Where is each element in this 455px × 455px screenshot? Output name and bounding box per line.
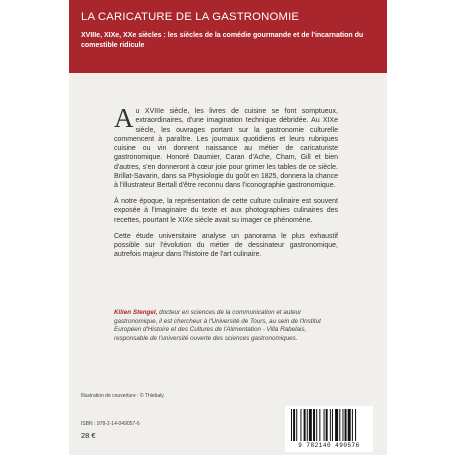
author-bio — [114, 309, 338, 343]
title-banner — [69, 0, 387, 73]
drop-cap: A — [114, 103, 134, 133]
author-name: Kilien Stengel, — [114, 309, 158, 316]
blurb-paragraph-2: À notre époque, la représentation de cette culture culinaire est souvent exposée à l'imaginaire du texte et aux photographies culinaires des recettes, pourtant le XIXe siècle avait su imager ce phénomène. — [114, 198, 338, 224]
blurb — [114, 103, 338, 266]
book-back-cover — [69, 0, 387, 455]
book-title: LA CARICATURE DE LA GASTRONOMIE — [81, 11, 300, 23]
barcode-icon — [291, 409, 367, 441]
author-description: docteur en sciences de la communication et auteur gastronomique, il est chercheur à l'Université de Tours, au sein de l'Institut Européen d'Histoire et des Cultures de l'Alimentation - Villa Rabelais, responsable de l'université ouverte des sciences gastronomiques. — [114, 309, 321, 342]
price: 28 € — [81, 431, 96, 440]
blurb-paragraph-1-text: u XVIIIe siècle, les livres de cuisine se font somptueux, extraordinaires, d'une imagination technique débridée. Au XIXe siècle, les ouvrages portant sur la gastronomie culturelle commencent à paraître. Les journaux quotidiens et leurs rubriques cuisine ou vin donnent naissance au métier de caricaturiste gastronomique. Honoré Daumier, Caran d'Ache, Cham, Gill et bien d'autres, s'en donneront à cœur joie pour grimer les tables de ce siècle. Brillat-Savarin, dans sa Physiologie du goût en 1825, donnera la chance à l'illustrateur Bertall d'être reconnu dans l'iconographie gastronomique. — [114, 108, 338, 190]
isbn: ISBN : 978-2-14-049057-6 — [81, 421, 140, 427]
illustration-credit: Illustration de couverture : © Thiebaly. — [81, 393, 165, 399]
blurb-paragraph-3: Cette étude universitaire analyse un panorama le plus exhaustif possible sur l'évolution du métier de dessinateur gastronomique, autrefois majeur dans l'histoire de l'art culinaire. — [114, 232, 338, 259]
barcode — [285, 406, 373, 452]
book-subtitle: XVIIIe, XIXe, XXe siècles : les siècles de la comédie gourmande et de l'incarnation du comestible ridicule — [81, 32, 364, 49]
barcode-number: 9 782140 490576 — [298, 442, 360, 449]
blurb-paragraph-1 — [114, 103, 338, 191]
